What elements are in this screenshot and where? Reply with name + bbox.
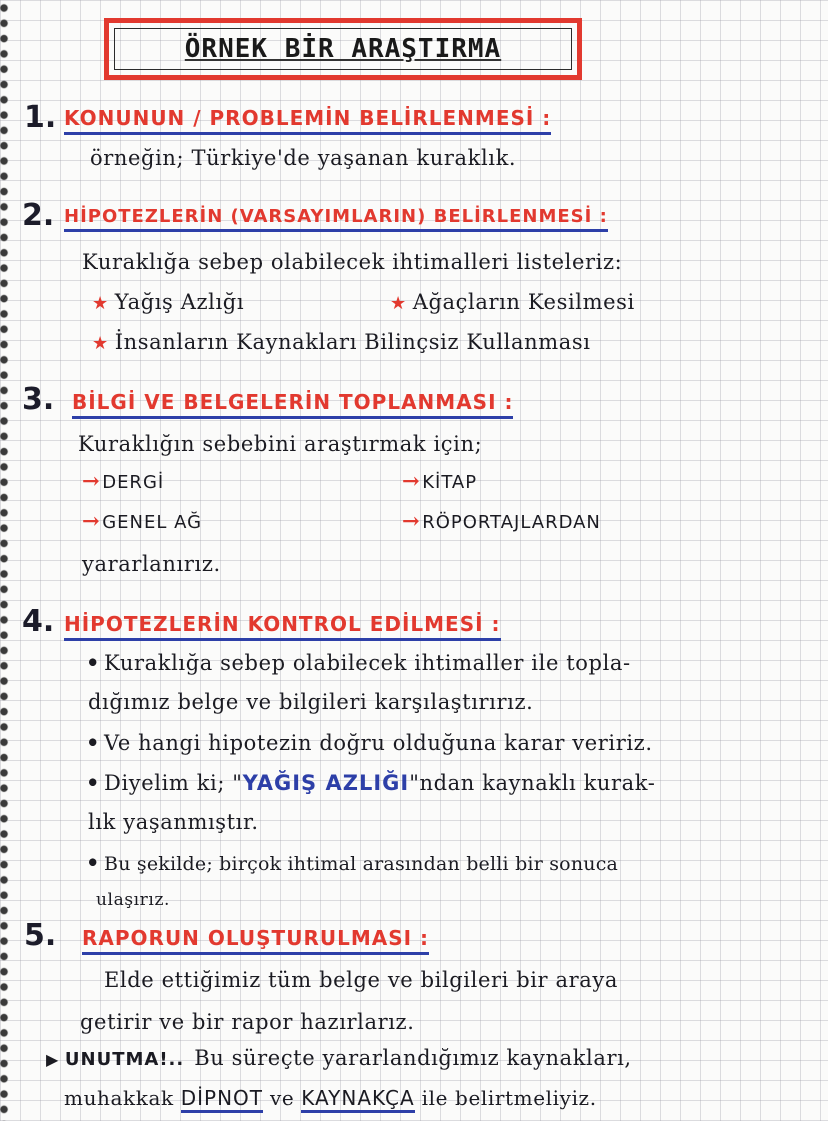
section-1-line: örneğin; Türkiye'de yaşanan kuraklık. [90,146,517,170]
star-icon: ★ [92,293,109,314]
title-inner-frame [114,28,572,70]
section-2-item: ★ Ağaçların Kesilmesi [390,290,635,314]
star-icon: ★ [390,293,407,314]
section-4-number: 4. [22,604,55,639]
section-3-item: → GENEL AĞ [82,508,203,533]
section-3-intro: Kuraklığın sebebini araştırmak için; [78,432,483,456]
note-label: UNUTMA!.. [64,1049,185,1070]
section-4-line: lık yaşanmıştır. [88,810,259,834]
section-4-line: • Bu şekilde; birçok ihtimal arasından belli bir sonuca [86,850,619,875]
arrow-right-icon: → [402,468,421,493]
section-3-item: → RÖPORTAJLARDAN [402,508,601,533]
star-icon: ★ [92,333,109,354]
section-2-heading: HİPOTEZLERİN (VARSAYIMLARIN) BELİRLENMESİ : [64,206,608,232]
section-1-number: 1. [24,100,57,135]
underlined-term: DİPNOT [181,1086,263,1113]
highlight-text: YAĞIŞ AZLIĞI [242,771,410,795]
section-3-item: → KİTAP [402,468,478,493]
section-1-heading: KONUNUN / PROBLEMİN BELİRLENMESİ : [64,106,551,135]
page-title: ÖRNEK BİR ARAŞTIRMA [184,34,502,64]
arrow-right-icon: → [82,468,101,493]
section-5-number: 5. [24,918,57,953]
note-line: ▶ UNUTMA!.. Bu süreçte yararlandığımız kaynakları, [46,1046,632,1070]
section-2-item: ★ Yağış Azlığı [92,290,245,314]
underlined-term: KAYNAKÇA [301,1086,414,1113]
section-3-item: → DERGİ [82,468,165,493]
section-4-line: • Ve hangi hipotezin doğru olduğuna karar veririz. [86,730,653,755]
arrow-right-icon: → [82,508,101,533]
section-2-number: 2. [22,198,55,233]
bullet-dot-icon: • [86,850,101,875]
bullet-dot-icon: • [86,730,101,755]
bullet-dot-icon: • [86,770,101,795]
section-5-heading: RAPORUN OLUŞTURULMASI : [82,926,429,955]
section-4-heading: HİPOTEZLERİN KONTROL EDİLMESİ : [64,612,501,641]
section-4-line: • Kuraklığa sebep olabilecek ihtimaller ile topla- [86,650,631,675]
section-4-line: ulaşırız. [96,890,171,910]
section-2-intro: Kuraklığa sebep olabilecek ihtimalleri listeleriz: [82,250,623,274]
section-3-outro: yararlanırız. [82,552,221,576]
section-5-line: Elde ettiğimiz tüm belge ve bilgileri bir araya [104,968,618,992]
bullet-dot-icon: • [86,650,101,675]
section-4-line: • Diyelim ki; "YAĞIŞ AZLIĞI"ndan kaynaklı kurak- [86,770,656,795]
triangle-right-icon: ▶ [46,1050,59,1069]
section-5-line: getirir ve bir rapor hazırlarız. [80,1010,415,1034]
section-2-item: ★ İnsanların Kaynakları Bilinçsiz Kullanması [92,330,591,354]
section-3-heading: BİLGİ VE BELGELERİN TOPLANMASI : [72,390,513,419]
arrow-right-icon: → [402,508,421,533]
title-box [104,18,582,80]
note-line: muhakkak DİPNOT ve KAYNAKÇA ile belirtmeliyiz. [64,1086,597,1110]
section-3-number: 3. [22,382,55,417]
section-4-line: dığımız belge ve bilgileri karşılaştırırız. [88,690,534,714]
